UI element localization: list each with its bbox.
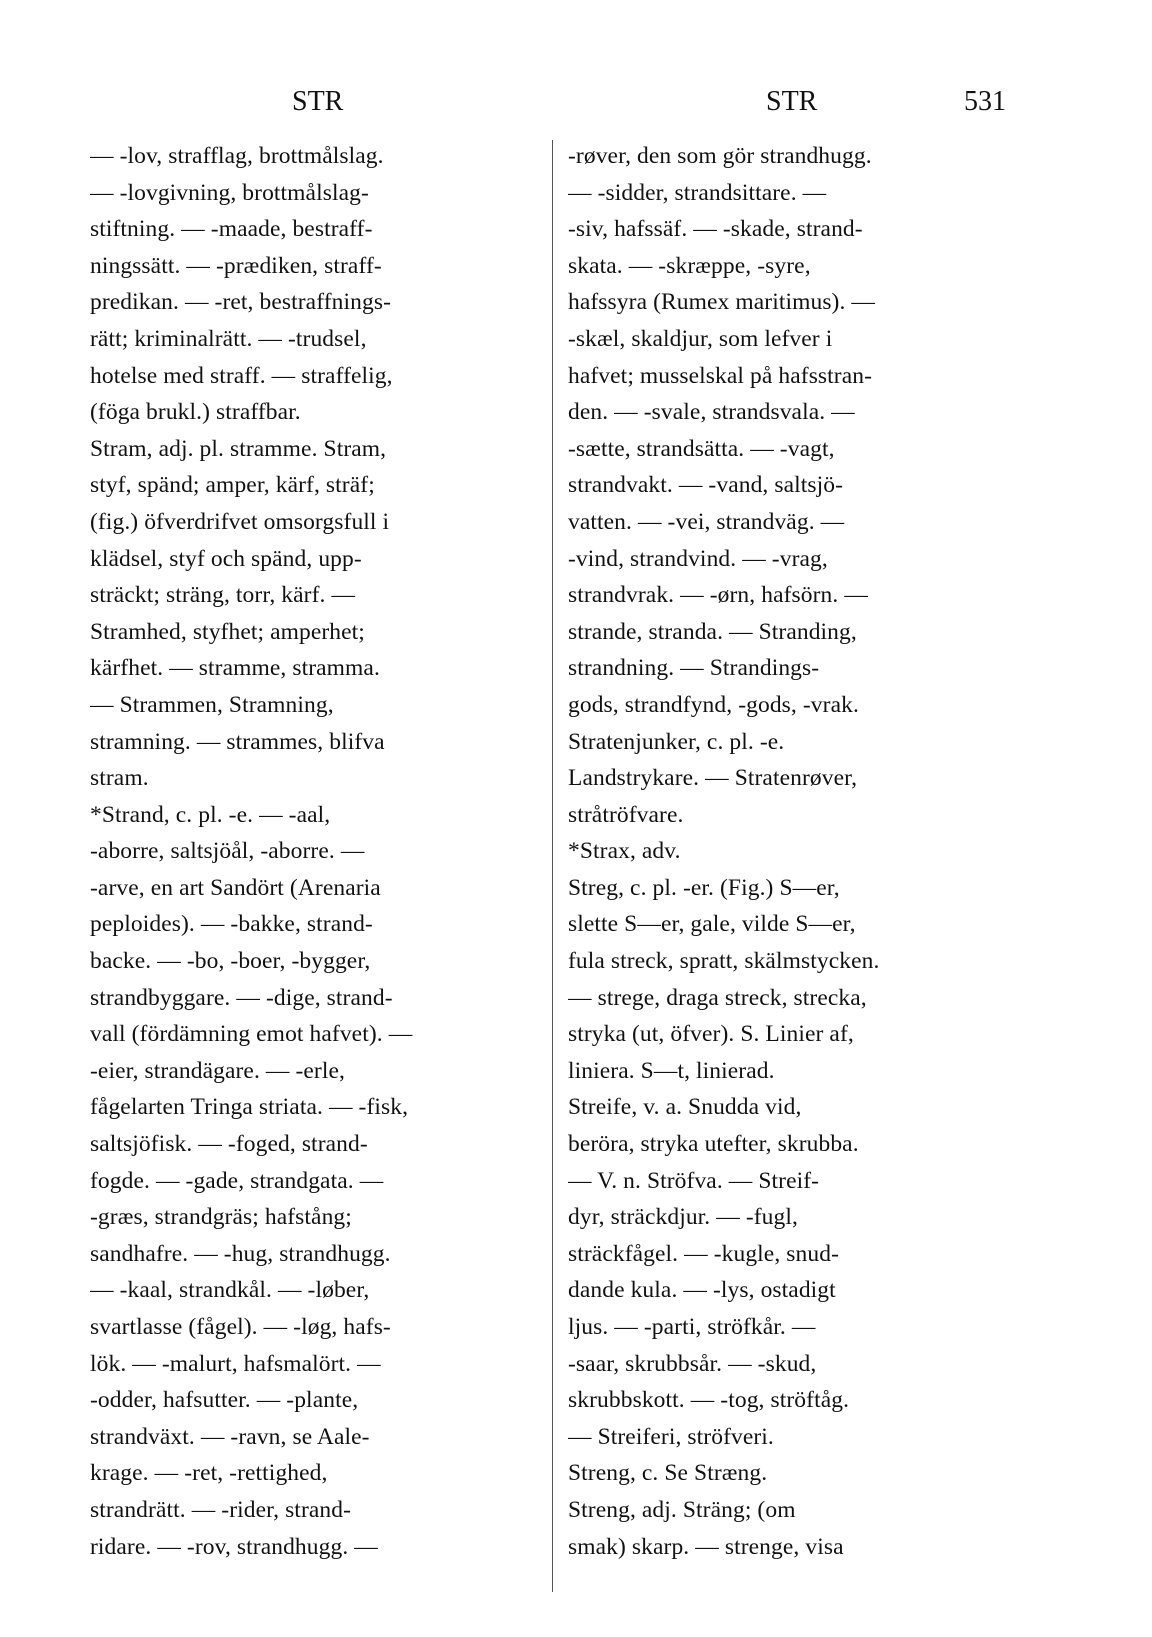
text-line: stram. xyxy=(90,765,149,792)
text-line: sträckfågel. — -kugle, snud- xyxy=(568,1240,840,1267)
text-line: *Strand, c. pl. -e. — -aal, xyxy=(90,801,331,828)
text-line: dyr, sträckdjur. — -fugl, xyxy=(568,1204,798,1231)
text-line: (fig.) öfverdrifvet omsorgsfull i xyxy=(90,508,390,535)
text-line: -græs, strandgräs; hafstång; xyxy=(90,1204,352,1231)
text-line: ridare. — -rov, strandhugg. — xyxy=(90,1533,378,1560)
text-line: -odder, hafsutter. — -plante, xyxy=(90,1387,359,1414)
text-line: sträckt; sträng, torr, kärf. — xyxy=(90,582,356,609)
text-line: (föga brukl.) straffbar. xyxy=(90,399,301,426)
text-line: ningssätt. — -prædiken, straff- xyxy=(90,252,382,279)
text-line: saltsjöfisk. — -foged, strand- xyxy=(90,1131,368,1158)
text-line: stiftning. — -maade, bestraff- xyxy=(90,216,373,243)
text-line: strandvrak. — -ørn, hafsörn. — xyxy=(568,582,868,609)
text-line: stramning. — strammes, blifva xyxy=(90,728,385,755)
text-line: fågelarten Tringa striata. — -fisk, xyxy=(90,1094,409,1121)
text-line: strandvakt. — -vand, saltsjö- xyxy=(568,472,844,499)
text-line: — -lov, strafflag, brottmålslag. xyxy=(90,143,384,169)
text-line: stryka (ut, öfver). S. Linier af, xyxy=(568,1021,854,1048)
text-line: Streng, c. Se Stræng. xyxy=(568,1460,768,1487)
right-column xyxy=(568,138,1020,1565)
text-line: Stramhed, styfhet; amperhet; xyxy=(90,618,365,645)
text-line: hafvet; musselskal på hafsstran- xyxy=(568,362,873,389)
text-line: hafssyra (Rumex maritimus). — xyxy=(568,289,876,316)
text-line: liniera. S—t, linierad. xyxy=(568,1057,775,1084)
text-line: — strege, draga streck, strecka, xyxy=(568,984,867,1011)
text-line: strandrätt. — -rider, strand- xyxy=(90,1496,352,1523)
text-line: rätt; kriminalrätt. — -trudsel, xyxy=(90,325,367,352)
text-line: styf, spänd; amper, kärf, sträf; xyxy=(90,472,375,499)
text-line: -saar, skrubbsår. — -skud, xyxy=(568,1350,817,1377)
text-line: strande, stranda. — Stranding, xyxy=(568,618,857,645)
text-line: svartlasse (fågel). — -løg, hafs- xyxy=(90,1314,391,1340)
page-header xyxy=(0,86,1152,126)
text-line: Stratenjunker, c. pl. -e. xyxy=(568,728,785,755)
text-line: hotelse med straff. — straffelig, xyxy=(90,362,393,389)
text-line: skata. — -skræppe, -syre, xyxy=(568,252,811,279)
text-line: backe. — -bo, -boer, -bygger, xyxy=(90,948,371,975)
text-line: smak) skarp. — strenge, visa xyxy=(568,1533,844,1560)
text-line: — -kaal, strandkål. — -løber, xyxy=(90,1277,370,1304)
text-line: -skæl, skaldjur, som lefver i xyxy=(568,325,833,352)
text-line: -sætte, strandsätta. — -vagt, xyxy=(568,435,835,462)
text-line: beröra, stryka utefter, skrubba. xyxy=(568,1131,859,1158)
text-line: stråtröfvare. xyxy=(568,801,684,828)
text-line: sandhafre. — -hug, strandhugg. xyxy=(90,1240,391,1267)
text-line: fula streck, spratt, skälmstycken. xyxy=(568,948,880,975)
text-line: vatten. — -vei, strandväg. — xyxy=(568,508,845,535)
text-line: dande kula. — -lys, ostadigt xyxy=(568,1277,836,1304)
text-line: strandväxt. — -ravn, se Aale- xyxy=(90,1423,370,1450)
text-line: krage. — -ret, -rettighed, xyxy=(90,1460,328,1487)
header-right-keyword: STR xyxy=(766,86,818,117)
text-line: ljus. — -parti, ströfkår. — xyxy=(568,1314,816,1340)
text-line: Landstrykare. — Stratenrøver, xyxy=(568,765,858,792)
text-line: -siv, hafssäf. — -skade, strand- xyxy=(568,216,863,243)
text-line: vall (fördämning emot hafvet). — xyxy=(90,1021,413,1048)
text-line: -røver, den som gör strandhugg. xyxy=(568,143,872,169)
left-column xyxy=(90,138,542,1565)
text-line: -aborre, saltsjöål, -aborre. — xyxy=(90,838,365,865)
text-line: skrubbskott. — -tog, ströftåg. xyxy=(568,1387,850,1414)
text-line: — -lovgivning, brottmålslag- xyxy=(90,179,369,206)
text-line: den. — -svale, strandsvala. — xyxy=(568,399,855,426)
text-line: — Strammen, Stramning, xyxy=(90,691,334,718)
text-line: — -sidder, strandsittare. — xyxy=(568,179,827,206)
page-number: 531 xyxy=(964,86,1006,117)
text-line: strandning. — Strandings- xyxy=(568,655,820,682)
text-line: fogde. — -gade, strandgata. — xyxy=(90,1167,384,1194)
text-line: -arve, en art Sandört (Arenaria xyxy=(90,874,381,901)
text-line: — Streiferi, ströfveri. xyxy=(568,1423,774,1450)
text-line: kärfhet. — stramme, stramma. xyxy=(90,655,380,682)
text-line: -vind, strandvind. — -vrag, xyxy=(568,545,828,572)
text-line: peploides). — -bakke, strand- xyxy=(90,911,373,938)
text-line: — V. n. Ströfva. — Streif- xyxy=(568,1167,820,1194)
text-line: Streng, adj. Sträng; (om xyxy=(568,1496,796,1523)
text-line: Streg, c. pl. -er. (Fig.) S—er, xyxy=(568,874,840,901)
text-line: Streife, v. a. Snudda vid, xyxy=(568,1094,802,1121)
text-line: *Strax, adv. xyxy=(568,838,681,865)
column-divider xyxy=(552,140,553,1592)
text-line: strandbyggare. — -dige, strand- xyxy=(90,984,393,1011)
text-line: Stram, adj. pl. stramme. Stram, xyxy=(90,435,387,462)
text-line: gods, strandfynd, -gods, -vrak. xyxy=(568,691,859,718)
header-left-keyword: STR xyxy=(292,86,344,117)
text-line: slette S—er, gale, vilde S—er, xyxy=(568,911,856,938)
text-line: klädsel, styf och spänd, upp- xyxy=(90,545,362,572)
text-line: predikan. — -ret, bestraffnings- xyxy=(90,289,391,316)
text-line: -eier, strandägare. — -erle, xyxy=(90,1057,345,1084)
text-line: lök. — -malurt, hafsmalört. — xyxy=(90,1350,381,1377)
